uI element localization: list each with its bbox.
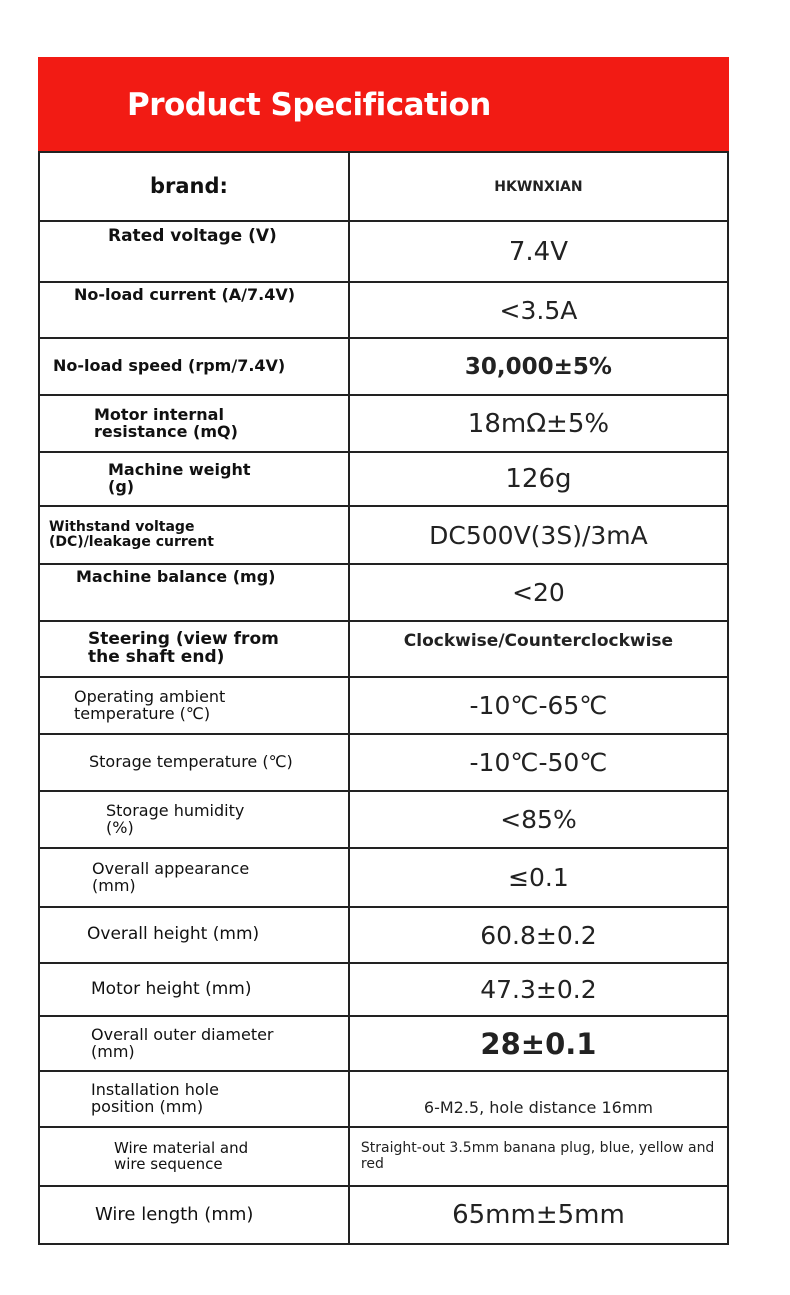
label-cell — [39, 282, 349, 338]
value-cell — [349, 338, 728, 395]
row-label: No-load current (A/7.4V) — [74, 285, 296, 304]
table-row — [39, 564, 728, 621]
table-row — [39, 621, 728, 677]
label-cell — [39, 506, 349, 564]
row-value: 126g — [505, 464, 572, 494]
spec-table — [38, 151, 729, 1245]
label-cell — [39, 564, 349, 621]
row-value: <85% — [500, 805, 577, 834]
value-cell — [349, 506, 728, 564]
row-value: 47.3±0.2 — [480, 975, 597, 1004]
row-label: Overall height (mm) — [87, 924, 260, 945]
row-label: Overall outer diameter (mm) — [91, 1024, 274, 1061]
label-cell — [39, 452, 349, 506]
table-row — [39, 963, 728, 1016]
row-value: 18mΩ±5% — [467, 408, 610, 439]
row-label: Operating ambient temperature (℃) — [74, 686, 226, 723]
table-row — [39, 221, 728, 282]
table-row — [39, 907, 728, 963]
label-cell — [39, 338, 349, 395]
value-cell — [349, 1186, 728, 1244]
label-cell — [39, 734, 349, 791]
value-cell — [349, 677, 728, 734]
row-label: Machine balance (mg) — [76, 567, 276, 586]
value-cell — [349, 963, 728, 1016]
label-cell — [39, 848, 349, 907]
table-row — [39, 338, 728, 395]
label-cell — [39, 221, 349, 282]
value-cell — [349, 1127, 728, 1186]
row-label: No-load speed (rpm/7.4V) — [53, 356, 286, 376]
value-cell — [349, 907, 728, 963]
value-cell — [349, 221, 728, 282]
row-value: ≤0.1 — [508, 863, 569, 892]
row-label: Rated voltage (V) — [108, 226, 277, 246]
row-value: <20 — [512, 578, 565, 607]
row-value: -10℃-50℃ — [469, 748, 608, 777]
table-row — [39, 848, 728, 907]
value-cell — [349, 848, 728, 907]
row-value: 7.4V — [508, 236, 569, 267]
page-title: Product Specification — [127, 87, 491, 123]
label-cell — [39, 963, 349, 1016]
value-cell — [349, 282, 728, 338]
table-row — [39, 1071, 728, 1127]
row-label: Wire material and wire sequence — [114, 1138, 249, 1173]
table-row — [39, 1016, 728, 1071]
label-cell — [39, 1127, 349, 1186]
table-row — [39, 506, 728, 564]
table-row — [39, 152, 728, 221]
row-value: Straight-out 3.5mm banana plug, blue, yellow and red — [360, 1140, 715, 1172]
value-cell — [349, 621, 728, 677]
row-value: 60.8±0.2 — [480, 920, 597, 950]
row-value: Clockwise/Counterclockwise — [403, 631, 674, 651]
value-cell — [349, 564, 728, 621]
row-label: brand: — [149, 174, 228, 199]
table-row — [39, 452, 728, 506]
label-cell — [39, 677, 349, 734]
label-cell — [39, 1071, 349, 1127]
table-row — [39, 677, 728, 734]
row-label: Overall appearance (mm) — [92, 858, 250, 895]
row-label: Machine weight (g) — [108, 460, 251, 496]
table-row — [39, 1186, 728, 1244]
row-value: <3.5A — [499, 295, 578, 325]
row-label: Storage temperature (℃) — [89, 752, 293, 772]
value-cell — [349, 152, 728, 221]
value-cell — [349, 1016, 728, 1071]
row-value: 28±0.1 — [480, 1026, 597, 1061]
row-label: Installation hole position (mm) — [91, 1080, 219, 1116]
table-row — [39, 282, 728, 338]
value-cell — [349, 734, 728, 791]
row-label: Wire length (mm) — [95, 1203, 254, 1225]
table-row — [39, 734, 728, 791]
label-cell — [39, 1186, 349, 1244]
row-value: 65mm±5mm — [452, 1200, 625, 1230]
row-value: 6-M2.5, hole distance 16mm — [423, 1098, 653, 1117]
value-cell — [349, 395, 728, 452]
label-cell — [39, 152, 349, 221]
row-label: Storage humidity (%) — [106, 800, 245, 837]
row-value: -10℃-65℃ — [469, 691, 608, 720]
table-row — [39, 1127, 728, 1186]
label-cell — [39, 395, 349, 452]
header-banner — [38, 57, 729, 151]
table-row — [39, 395, 728, 452]
row-value: HKWNXIAN — [494, 178, 583, 195]
row-label: Steering (view from the shaft end) — [88, 629, 279, 667]
row-label: Withstand voltage (DC)/leakage current — [49, 519, 214, 550]
label-cell — [39, 1016, 349, 1071]
row-label: Motor internal resistance (mQ) — [94, 404, 238, 441]
table-row — [39, 791, 728, 848]
label-cell — [39, 907, 349, 963]
row-value: DC500V(3S)/3mA — [429, 520, 648, 550]
row-label: Motor height (mm) — [91, 978, 252, 999]
value-cell — [349, 452, 728, 506]
row-value: 30,000±5% — [464, 353, 612, 380]
value-cell — [349, 791, 728, 848]
label-cell — [39, 621, 349, 677]
value-cell — [349, 1071, 728, 1127]
label-cell — [39, 791, 349, 848]
